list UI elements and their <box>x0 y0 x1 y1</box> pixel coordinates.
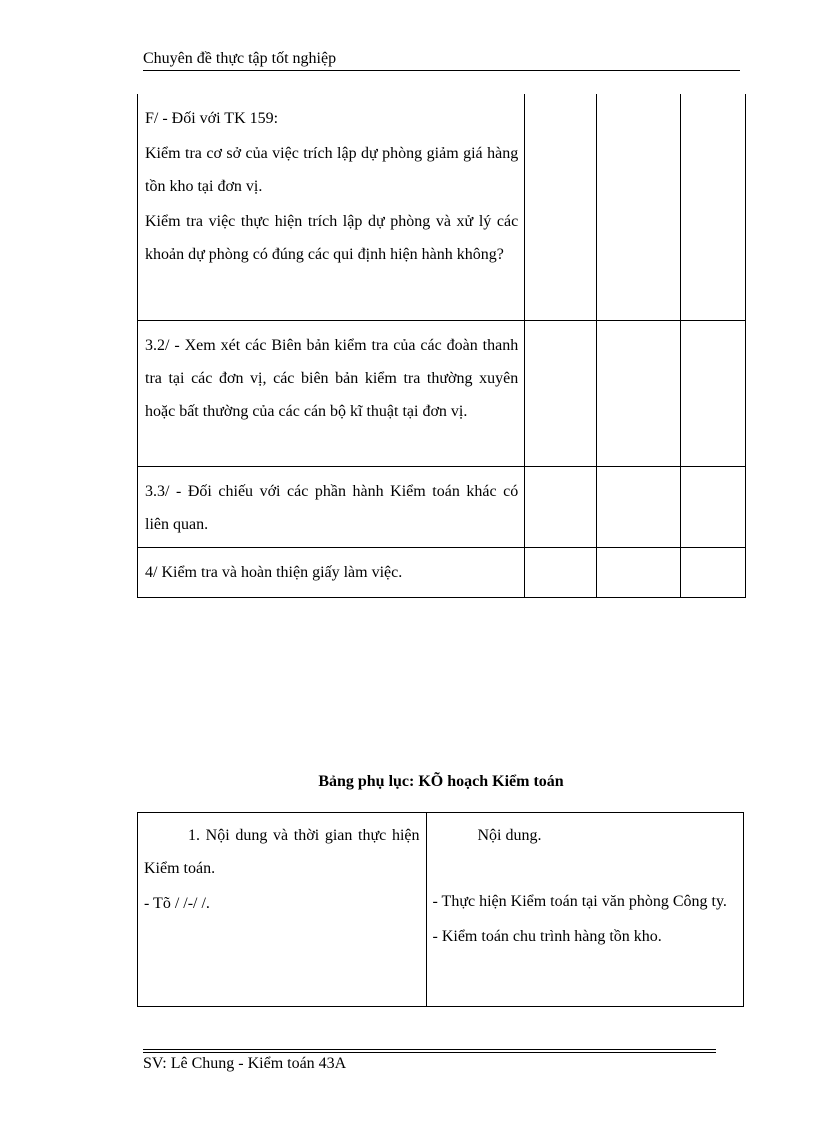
plan-left-cell <box>138 813 427 1007</box>
audit-plan-table <box>137 812 744 1007</box>
appendix-caption: Bảng phụ lục: KÕ hoạch Kiểm toán <box>318 773 564 790</box>
page-header-title: Chuyên đề thực tập tốt nghiệp <box>143 50 337 67</box>
audit-procedures-table <box>137 94 746 598</box>
procedure-text: 3.2/ - Xem xét các Biên bản kiểm tra của các đoàn thanh tra tại các đơn vị, các biên bản kiểm tra thường xuyên hoặc bất thường của các cán bộ kĩ thuật tại đơn vị. <box>145 337 519 420</box>
plan-right-cell <box>426 813 744 1007</box>
procedure-text: 3.3/ - Đối chiếu với các phần hành Kiểm toán khác có liên quan. <box>145 483 519 533</box>
plan-item: - Tõ / /-/ /. <box>144 895 210 912</box>
page-footer-text: SV: Lê Chung - Kiểm toán 43A <box>143 1055 347 1072</box>
table-row <box>138 467 746 548</box>
empty-cell <box>680 548 745 598</box>
procedure-cell <box>138 321 525 467</box>
empty-cell <box>525 94 597 321</box>
footer-rule <box>143 1052 716 1053</box>
empty-cell <box>597 467 680 548</box>
header-rule <box>143 70 740 71</box>
empty-cell <box>525 467 597 548</box>
procedure-text: Kiểm tra cơ sở của việc trích lập dự phòng giảm giá hàng tồn kho tại đơn vị. <box>145 145 519 195</box>
procedure-cell <box>138 94 525 321</box>
empty-cell <box>680 467 745 548</box>
empty-cell <box>597 548 680 598</box>
empty-cell <box>680 321 745 467</box>
plan-heading: 1. Nội dung và thời gian thực hiện Kiểm toán. <box>144 827 420 877</box>
plan-content-item: - Thực hiện Kiểm toán tại văn phòng Công ty. <box>432 893 727 910</box>
empty-cell <box>525 548 597 598</box>
empty-cell <box>680 94 745 321</box>
procedure-cell <box>138 467 525 548</box>
empty-cell <box>597 94 680 321</box>
table-row <box>138 321 746 467</box>
table-row <box>138 813 744 1007</box>
empty-cell <box>597 321 680 467</box>
footer-rule <box>143 1049 716 1050</box>
plan-content-heading: Nội dung. <box>477 827 542 844</box>
plan-content-item: - Kiểm toán chu trình hàng tồn kho. <box>432 928 662 945</box>
table-row <box>138 94 746 321</box>
procedure-text: Kiểm tra việc thực hiện trích lập dự phòng và xử lý các khoản dự phòng có đúng các qui định hiện hành không? <box>145 213 519 263</box>
table-row <box>138 548 746 598</box>
procedure-cell <box>138 548 525 598</box>
procedure-text: F/ - Đối với TK 159: <box>145 110 279 127</box>
procedure-text: 4/ Kiểm tra và hoàn thiện giấy làm việc. <box>145 564 403 581</box>
empty-cell <box>525 321 597 467</box>
